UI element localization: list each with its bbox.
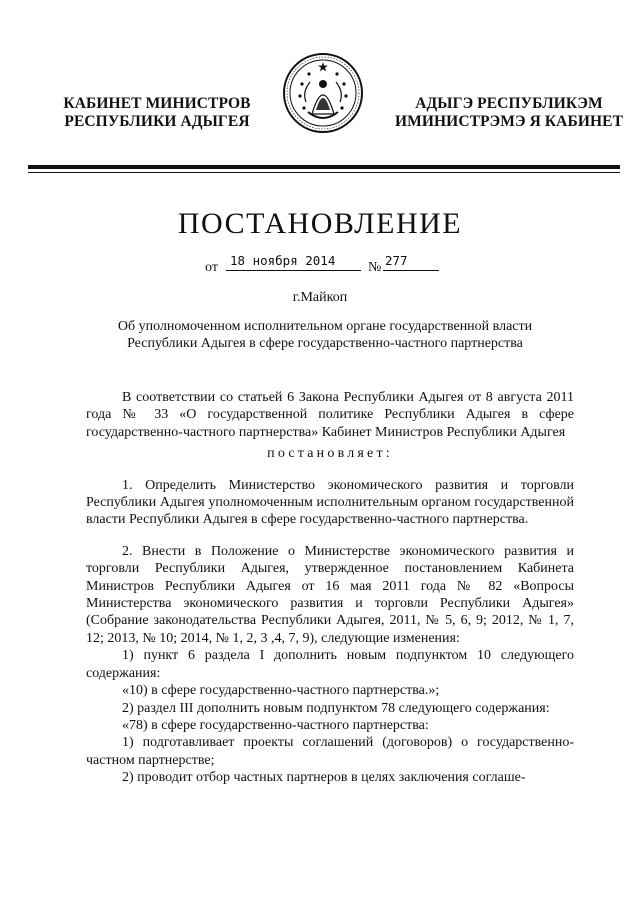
- org-name-line: ИМИНИСТРЭМЭ Я КАБИНЕТ: [394, 113, 624, 130]
- city-name: г.Майкоп: [292, 290, 348, 305]
- number-prefix: №: [368, 260, 382, 275]
- org-name-adyghe: [393, 95, 625, 131]
- decree-word: постановляет:: [267, 446, 393, 462]
- item-1-paragraph: 1. Определить Министерство экономического развития и торговли Республики Адыгея уполномоченным исполнительным органом государственной власти Республики Адыгея в сфере государственно-частного партнерства.: [86, 477, 574, 528]
- subitem-2-text: «78) в сфере государственно-частного партнерства:: [122, 717, 429, 733]
- coat-of-arms-emblem: [282, 52, 364, 134]
- date-prefix: от: [205, 260, 218, 275]
- org-name-line: КАБИНЕТ МИНИСТРОВ: [63, 95, 251, 112]
- preamble-paragraph: В соответствии со статьей 6 Закона Республики Адыгея от 8 августа 2011 года № 33 «О государственной политике Республики Адыгея в сфере государственно-частного партнерства» Кабинет Министров Республики Адыгея: [86, 390, 574, 440]
- document-subject: [100, 318, 550, 352]
- number-field: 277: [383, 253, 439, 271]
- org-name-line: АДЫГЭ РЕСПУБЛИКЭМ: [415, 95, 603, 112]
- subitem-1-text: «10) в сфере государственно-частного партнерства.»;: [122, 683, 440, 699]
- subject-line: Об уполномоченном исполнительном органе государственной власти: [117, 319, 533, 334]
- document-body: [86, 389, 574, 787]
- header-divider-thin: [28, 172, 620, 173]
- header-divider-thick: [28, 165, 620, 169]
- subitem-2-paragraph: 2) раздел III дополнить новым подпунктом 78 следующего содержания:: [122, 700, 550, 716]
- org-name-line: РЕСПУБЛИКИ АДЫГЕЯ: [64, 113, 250, 130]
- subject-line: Республики Адыгея в сфере государственно-частного партнерства: [127, 336, 523, 351]
- item-2-paragraph: 2. Внести в Положение о Министерстве экономического развития и торговли Республики Адыгея, утвержденное постановлением Кабинета Министров Республики Адыгея от 16 мая 2011 года № 82 «Вопросы Министерства экономического развития и торговли Республики Адыгея» (Собрание законодательства Республики Адыгея, 2011, № 5, 6, 9; 2012, № 1, 7, 12; 2013, № 10; 2014, № 1, 2, 3 ,4, 7, 9), следующие изменения:: [86, 543, 574, 646]
- subitem-2-point-2: 2) проводит отбор частных партнеров в целях заключения соглаше-: [122, 770, 526, 786]
- subitem-2-point-1: 1) подготавливает проекты соглашений (договоров) о государственно-частном партнерстве;: [86, 735, 574, 768]
- org-name-russian: [62, 95, 252, 131]
- date-field: 18 ноября 2014: [226, 253, 361, 271]
- document-title: ПОСТАНОВЛЕНИЕ: [177, 207, 463, 240]
- subitem-1-paragraph: 1) пункт 6 раздела I дополнить новым подпунктом 10 следующего содержания:: [86, 648, 574, 681]
